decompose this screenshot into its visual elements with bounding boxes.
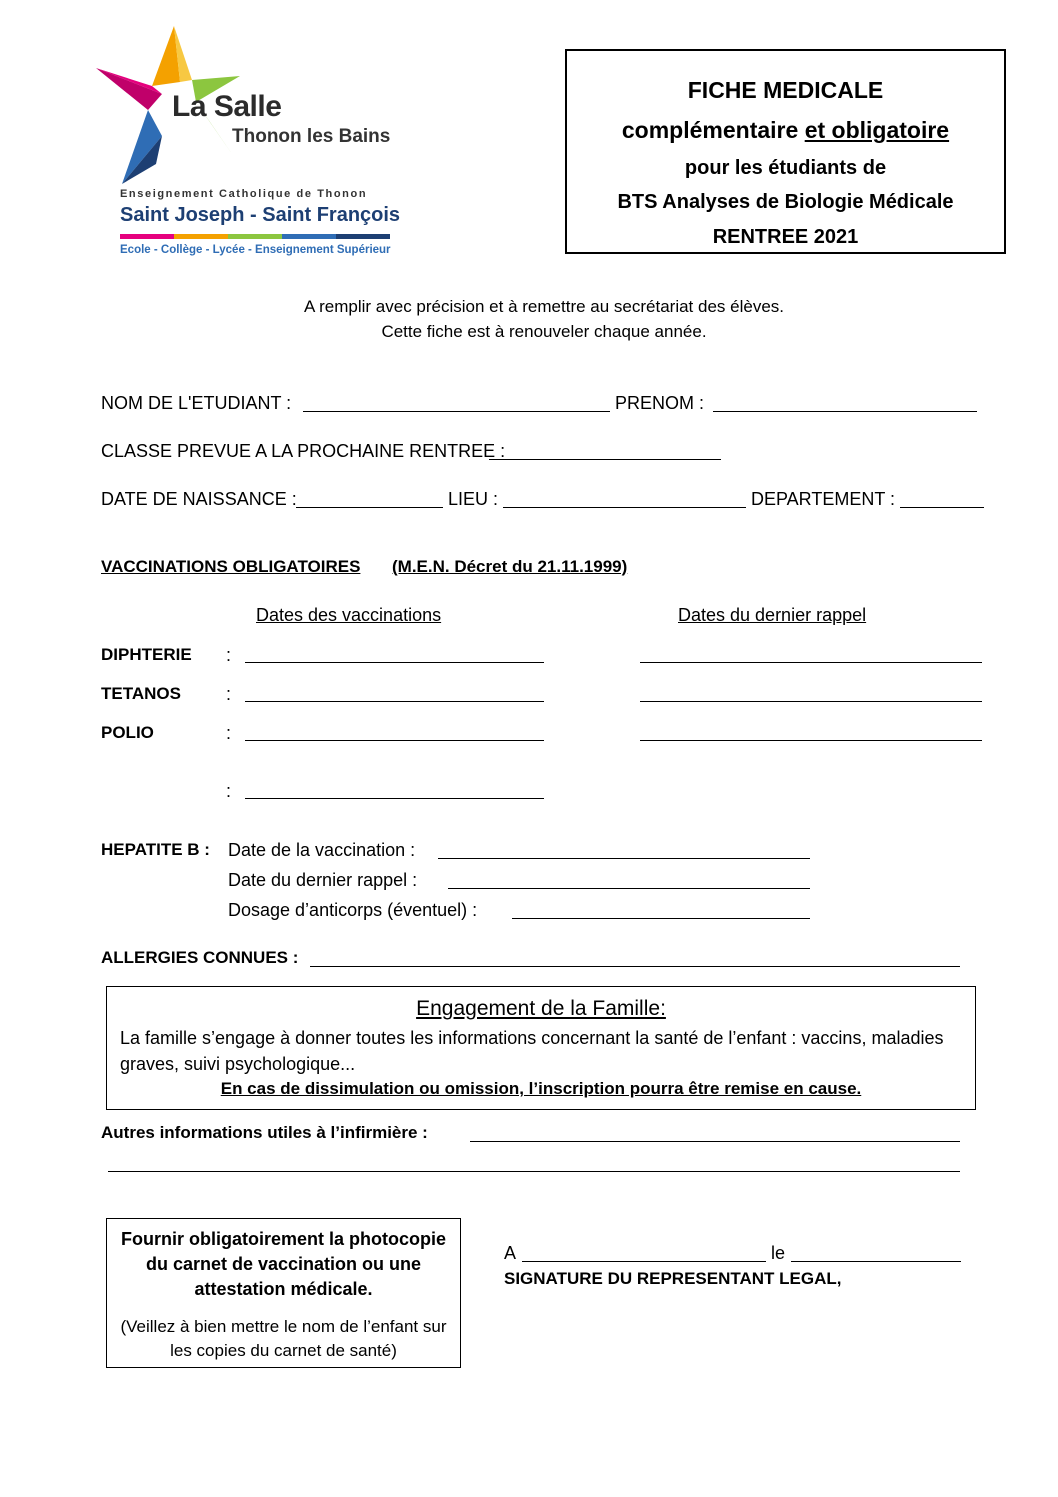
signature-date-field[interactable] (791, 1261, 961, 1262)
diphterie-date-field[interactable] (245, 662, 544, 663)
vaccine-colon: : (226, 645, 232, 665)
hepatite-dernier-rappel-label: Date du dernier rappel : (228, 870, 418, 890)
logo-la-salle: La Salle (172, 90, 282, 123)
vaccine-colon: : (226, 723, 232, 743)
col-dates-rappel: Dates du dernier rappel (678, 605, 867, 625)
title-line-3: pour les étudiants de (684, 157, 887, 179)
title-line-2a: complémentaire (621, 117, 805, 143)
date-naissance-label: DATE DE NAISSANCE : (101, 489, 297, 509)
allergies-label: ALLERGIES CONNUES : (101, 948, 299, 967)
nom-field[interactable] (303, 411, 610, 412)
departement-field[interactable] (900, 507, 984, 508)
lieu-field[interactable] (503, 507, 746, 508)
prenom-label: PRENOM : (615, 393, 705, 413)
classe-label: CLASSE PREVUE A LA PROCHAINE RENTREE : (101, 441, 506, 461)
instructions (0, 294, 1058, 344)
classe-field[interactable] (489, 459, 721, 460)
extra-vaccine-date-field[interactable] (245, 798, 544, 799)
autres-field-line-1[interactable] (470, 1141, 960, 1142)
engagement-box (106, 986, 976, 1110)
title-line-5: RENTREE 2021 (712, 226, 859, 248)
vaccine-colon: : (226, 781, 232, 801)
engagement-body: La famille s’engage à donner toutes les informations concernant la santé de l’enfant : vaccins, maladies graves, suivi psychologique... (120, 1028, 944, 1074)
prenom-field[interactable] (713, 411, 977, 412)
logo-color-bar (120, 234, 390, 239)
title-box (565, 49, 1006, 254)
title-line-2 (567, 117, 1004, 144)
lieu-label: LIEU : (448, 489, 499, 509)
vaccine-colon: : (226, 684, 232, 704)
hepatite-date-vaccination-field[interactable] (438, 858, 810, 859)
autres-field-line-2[interactable] (108, 1171, 960, 1172)
logo-schools: Saint Joseph - Saint François (120, 204, 401, 226)
diphterie-rappel-field[interactable] (640, 662, 982, 663)
hepatite-date-vaccination-label: Date de la vaccination : (228, 840, 416, 860)
polio-rappel-field[interactable] (640, 740, 982, 741)
school-logo (92, 24, 402, 264)
signature-label: SIGNATURE DU REPRESENTANT LEGAL, (504, 1269, 842, 1288)
nom-label: NOM DE L'ETUDIANT : (101, 393, 292, 413)
tetanos-rappel-field[interactable] (640, 701, 982, 702)
title-line-1: FICHE MEDICALE (687, 77, 884, 103)
vaccinations-decree: (M.E.N. Décret du 21.11.1999) (392, 557, 628, 576)
instructions-line-1: A remplir avec précision et à remettre au secrétariat des élèves. (304, 297, 784, 316)
departement-label: DEPARTEMENT : (751, 489, 896, 509)
provide-note: (Veillez à bien mettre le nom de l’enfant sur les copies du carnet de santé) (120, 1317, 447, 1360)
hepatite-dosage-label: Dosage d’anticorps (éventuel) : (228, 900, 478, 920)
hepatite-label: HEPATITE B : (101, 840, 210, 859)
engagement-warning: En cas de dissimulation ou omission, l’inscription pourra être remise en cause. (220, 1079, 862, 1098)
vaccine-label-diphterie: DIPHTERIE (101, 645, 192, 664)
vaccine-label-polio: POLIO (101, 723, 154, 742)
vaccine-label-tetanos: TETANOS (101, 684, 181, 703)
signature-le-label: le (771, 1243, 786, 1263)
logo-thonon: Thonon les Bains (232, 126, 391, 147)
signature-place-field[interactable] (522, 1261, 766, 1262)
hepatite-dosage-field[interactable] (512, 918, 810, 919)
provide-instruction: Fournir obligatoirement la photocopie du carnet de vaccination ou une attestation médicale. (120, 1229, 446, 1299)
title-line-4: BTS Analyses de Biologie Médicale (617, 191, 954, 213)
date-naissance-field[interactable] (296, 507, 443, 508)
provide-box (106, 1218, 461, 1368)
hepatite-dernier-rappel-field[interactable] (448, 888, 810, 889)
signature-a-label: A (504, 1243, 517, 1263)
allergies-field[interactable] (310, 966, 960, 967)
instructions-line-2: Cette fiche est à renouveler chaque année. (381, 322, 707, 341)
vaccinations-heading: VACCINATIONS OBLIGATOIRES (101, 557, 361, 576)
tetanos-date-field[interactable] (245, 701, 544, 702)
col-dates-vaccinations: Dates des vaccinations (256, 605, 442, 625)
engagement-title: Engagement de la Famille: (416, 997, 666, 1020)
autres-label: Autres informations utiles à l’infirmière : (101, 1123, 428, 1142)
logo-levels: Ecole - Collège - Lycée - Enseignement Supérieur (120, 244, 391, 256)
polio-date-field[interactable] (245, 740, 544, 741)
title-line-2b: et obligatoire (804, 117, 950, 143)
logo-tagline: Enseignement Catholique de Thonon (120, 188, 368, 200)
